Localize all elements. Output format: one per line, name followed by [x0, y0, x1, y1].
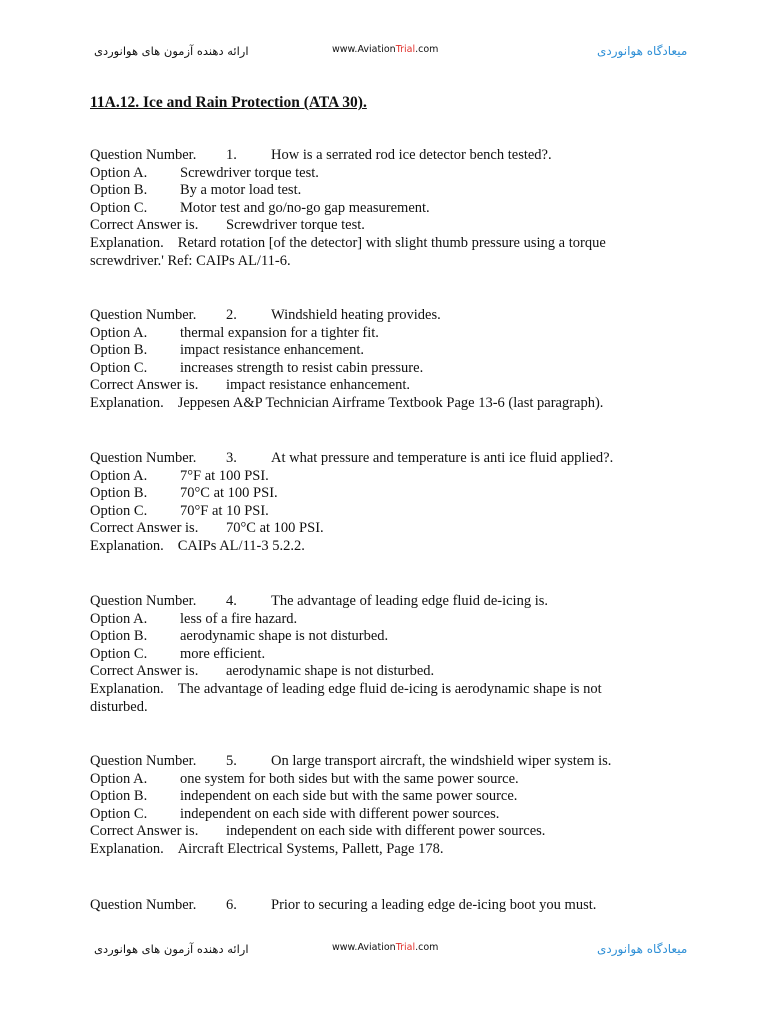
correct-answer-text: impact resistance enhancement. — [226, 377, 410, 394]
correct-answer-row — [90, 663, 650, 681]
option-a-label: Option A. — [90, 770, 148, 787]
question-label: Question Number. — [90, 753, 197, 769]
question-block-5 — [90, 753, 650, 859]
option-c-label: Option C. — [90, 199, 148, 216]
question-block-6 — [90, 897, 650, 915]
explanation — [90, 235, 650, 270]
explanation-label: Explanation. — [90, 840, 164, 857]
question-text: How is a serrated rod ice detector bench tested?. — [271, 147, 552, 163]
question-label: Question Number. — [90, 450, 197, 466]
footer-url[interactable] — [332, 942, 438, 953]
option-a-row — [90, 165, 650, 183]
question-row — [90, 753, 650, 771]
option-b-text: impact resistance enhancement. — [180, 342, 364, 359]
correct-answer-text: 70°C at 100 PSI. — [226, 520, 324, 537]
question-block-3 — [90, 450, 650, 556]
correct-answer-row — [90, 520, 650, 538]
header-url-suffix: .com — [415, 44, 439, 55]
option-b-label: Option B. — [90, 182, 148, 199]
option-c-row — [90, 200, 650, 218]
question-number: 4. — [226, 593, 237, 609]
option-b-label: Option B. — [90, 485, 148, 502]
option-b-row — [90, 485, 650, 503]
question-block-1 — [90, 147, 650, 270]
correct-answer-text: aerodynamic shape is not disturbed. — [226, 663, 435, 680]
option-a-label: Option A. — [90, 610, 148, 627]
question-text: The advantage of leading edge fluid de-icing is. — [271, 593, 549, 609]
footer-url-accent: Trial — [395, 942, 416, 953]
explanation — [90, 538, 650, 556]
option-b-text: independent on each side but with the same power source. — [180, 788, 518, 805]
option-c-row — [90, 646, 650, 664]
option-b-label: Option B. — [90, 788, 148, 805]
question-block-2 — [90, 307, 650, 413]
question-label: Question Number. — [90, 897, 197, 913]
header-url[interactable] — [332, 44, 438, 55]
question-number: 3. — [226, 450, 237, 466]
question-row — [90, 450, 650, 468]
question-label: Question Number. — [90, 593, 197, 609]
question-label: Question Number. — [90, 147, 197, 163]
option-a-label: Option A. — [90, 324, 148, 341]
correct-answer-label: Correct Answer is. — [90, 663, 199, 680]
correct-answer-text: independent on each side with different power sources. — [226, 823, 546, 840]
footer-url-suffix: .com — [415, 942, 439, 953]
question-text: On large transport aircraft, the windshield wiper system is. — [271, 753, 612, 769]
correct-answer-text: Screwdriver torque test. — [226, 217, 365, 234]
header-url-accent: Trial — [395, 44, 416, 55]
option-b-row — [90, 342, 650, 360]
option-c-label: Option C. — [90, 645, 148, 662]
option-a-text: one system for both sides but with the same power source. — [180, 770, 519, 787]
option-c-label: Option C. — [90, 359, 148, 376]
option-b-row — [90, 788, 650, 806]
explanation-text: Retard rotation [of the detector] with slight thumb pressure using a torque screwdriver.' Ref: CAIPs AL/11-6. — [90, 234, 606, 269]
explanation — [90, 841, 650, 859]
question-row — [90, 593, 650, 611]
option-c-label: Option C. — [90, 502, 148, 519]
option-a-text: Screwdriver torque test. — [180, 164, 319, 181]
explanation-label: Explanation. — [90, 680, 164, 697]
question-number: 6. — [226, 897, 237, 913]
option-b-text: By a motor load test. — [180, 182, 302, 199]
question-row — [90, 307, 650, 325]
explanation — [90, 395, 650, 413]
explanation-text: Aircraft Electrical Systems, Pallett, Page 178. — [177, 840, 444, 857]
explanation-label: Explanation. — [90, 234, 164, 251]
option-b-text: aerodynamic shape is not disturbed. — [180, 628, 389, 645]
option-c-text: Motor test and go/no-go gap measurement. — [180, 199, 430, 216]
question-number: 1. — [226, 147, 237, 163]
correct-answer-row — [90, 377, 650, 395]
question-label: Question Number. — [90, 307, 197, 323]
correct-answer-label: Correct Answer is. — [90, 823, 199, 840]
option-a-text: less of a fire hazard. — [180, 610, 298, 627]
question-row — [90, 897, 650, 915]
option-a-row — [90, 468, 650, 486]
option-b-row — [90, 182, 650, 200]
option-c-text: 70°F at 10 PSI. — [180, 502, 269, 519]
header-tagline: ارائه دهنده آزمون های هوانوردی — [94, 44, 249, 58]
option-a-label: Option A. — [90, 164, 148, 181]
footer-url-prefix: www.Aviation — [332, 942, 396, 953]
option-b-row — [90, 628, 650, 646]
option-c-text: increases strength to resist cabin pressure. — [180, 359, 424, 376]
question-text: Windshield heating provides. — [271, 307, 441, 323]
option-c-text: independent on each side with different power sources. — [180, 805, 500, 822]
option-c-text: more efficient. — [180, 645, 266, 662]
header-url-prefix: www.Aviation — [332, 44, 396, 55]
question-number: 5. — [226, 753, 237, 769]
option-c-row — [90, 503, 650, 521]
option-a-row — [90, 611, 650, 629]
explanation-text: CAIPs AL/11-3 5.2.2. — [177, 537, 305, 554]
correct-answer-label: Correct Answer is. — [90, 217, 199, 234]
question-text: Prior to securing a leading edge de-icing boot you must. — [271, 897, 597, 913]
correct-answer-label: Correct Answer is. — [90, 520, 199, 537]
option-a-row — [90, 325, 650, 343]
page-header — [0, 44, 768, 64]
explanation-text: The advantage of leading edge fluid de-icing is aerodynamic shape is not disturbed. — [90, 680, 602, 715]
explanation-text: Jeppesen A&P Technician Airframe Textbook Page 13-6 (last paragraph). — [177, 394, 604, 411]
section-title: 11A.12. Ice and Rain Protection (ATA 30). — [90, 94, 367, 111]
footer-site-name: میعادگاه هوانوردی — [597, 942, 688, 956]
option-a-row — [90, 771, 650, 789]
option-a-text: thermal expansion for a tighter fit. — [180, 324, 379, 341]
option-a-text: 7°F at 100 PSI. — [180, 467, 269, 484]
header-site-name: میعادگاه هوانوردی — [597, 44, 688, 58]
correct-answer-row — [90, 217, 650, 235]
question-number: 2. — [226, 307, 237, 323]
option-b-label: Option B. — [90, 342, 148, 359]
option-a-label: Option A. — [90, 467, 148, 484]
option-c-row — [90, 806, 650, 824]
option-c-row — [90, 360, 650, 378]
explanation-label: Explanation. — [90, 394, 164, 411]
page-footer — [0, 942, 768, 962]
explanation-label: Explanation. — [90, 537, 164, 554]
correct-answer-label: Correct Answer is. — [90, 377, 199, 394]
question-text: At what pressure and temperature is anti ice fluid applied?. — [271, 450, 614, 466]
option-c-label: Option C. — [90, 805, 148, 822]
question-block-4 — [90, 593, 650, 716]
option-b-label: Option B. — [90, 628, 148, 645]
explanation — [90, 681, 650, 716]
footer-tagline: ارائه دهنده آزمون های هوانوردی — [94, 942, 249, 956]
question-row — [90, 147, 650, 165]
correct-answer-row — [90, 823, 650, 841]
option-b-text: 70°C at 100 PSI. — [180, 485, 278, 502]
